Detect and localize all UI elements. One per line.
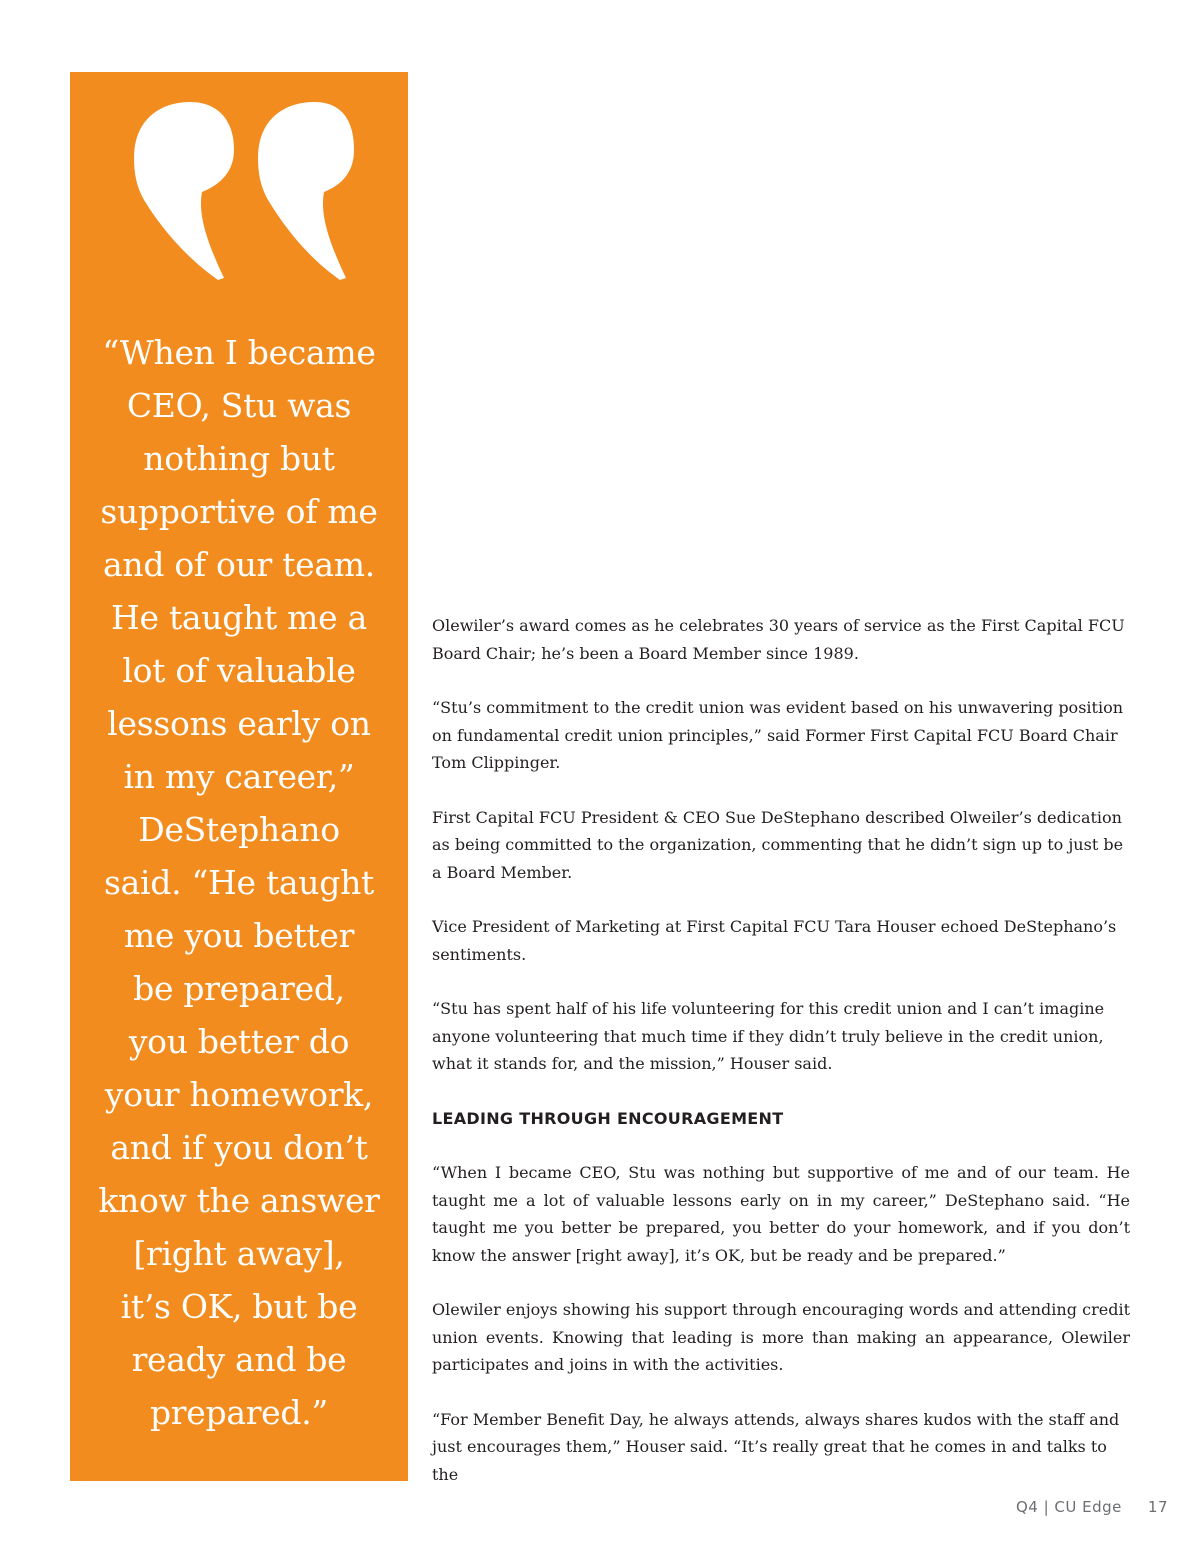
pull-quote-line: lot of valuable [122, 651, 356, 690]
pull-quote-sidebar [70, 72, 408, 1481]
article-paragraph: “For Member Benefit Day, he always attends, always shares kudos with the staff and just encourages them,” Houser said. “It’s really great that he comes in and talks to the [432, 1409, 1120, 1484]
article-paragraph: First Capital FCU President & CEO Sue DeStephano described Olweiler’s dedication as being committed to the organization, commenting that he didn’t sign up to just be a Board Member. [432, 807, 1124, 882]
pull-quote-line: nothing but [143, 439, 335, 478]
pull-quote-line: and if you don’t [110, 1128, 368, 1167]
pull-quote-line: your homework, [104, 1075, 374, 1114]
section-heading: LEADING THROUGH ENCOURAGEMENT [432, 1108, 784, 1128]
pull-quote-line: you better do [128, 1022, 350, 1061]
page-number: 17 [1147, 1498, 1168, 1516]
publication-name: Q4 | CU Edge [1015, 1498, 1122, 1516]
page-footer [1016, 1498, 1168, 1516]
pull-quote-line: He taught me a [111, 598, 367, 637]
article-paragraph: Olewiler enjoys showing his support through encouraging words and attending credit union events. Knowing that leading is more than making an appearance, Olewiler participates and joins in with the activities. [432, 1300, 1130, 1374]
pull-quote-line: [right away], [133, 1234, 345, 1273]
pull-quote-line: ready and be [131, 1340, 347, 1379]
article-paragraph: “When I became CEO, Stu was nothing but supportive of me and of our team. He taught me a lot of valuable lessons early on in my career,” DeStephano said. “He taught me you better be prepared, you better do your homework, and if you don’t know the answer [right away], it’s OK, but be ready and be prepared.” [432, 1163, 1130, 1265]
pull-quote-line: prepared.” [149, 1393, 329, 1432]
article-paragraph: Olewiler’s award comes as he celebrates 30 years of service as the First Capital FCU Board Chair; he’s been a Board Member since 1989. [432, 616, 1125, 663]
pull-quote-line: lessons early on [107, 704, 371, 743]
article-paragraph: Vice President of Marketing at First Capital FCU Tara Houser echoed DeStephano’s sentiments. [432, 917, 1117, 964]
pull-quote-line: supportive of me [100, 492, 378, 531]
quote-marks-icon [132, 100, 354, 280]
pull-quote-line: be prepared, [133, 969, 345, 1008]
pull-quote-line: in my career,” [123, 757, 355, 796]
article-paragraph: “Stu’s commitment to the credit union was evident based on his unwavering position on fundamental credit union principles,” said Former First Capital FCU Board Chair Tom Clippinger. [432, 698, 1123, 772]
pull-quote-line: CEO, Stu was [126, 386, 352, 425]
pull-quote-line: me you better [123, 916, 355, 955]
pull-quote-text [80, 326, 398, 1439]
pull-quote-line: DeStephano [138, 810, 340, 849]
article-body [432, 612, 1130, 1515]
pull-quote-line: it’s OK, but be [120, 1287, 358, 1326]
pull-quote-line: know the answer [98, 1181, 380, 1220]
pull-quote-line: and of our team. [103, 545, 375, 584]
pull-quote-line: “When I became [102, 333, 376, 372]
article-paragraph: “Stu has spent half of his life volunteering for this credit union and I can’t imagine anyone volunteering that much time if they didn’t truly believe in the credit union, what it stands for, and the mission,” Houser said. [432, 999, 1105, 1073]
pull-quote-line: said. “He taught [104, 863, 374, 902]
